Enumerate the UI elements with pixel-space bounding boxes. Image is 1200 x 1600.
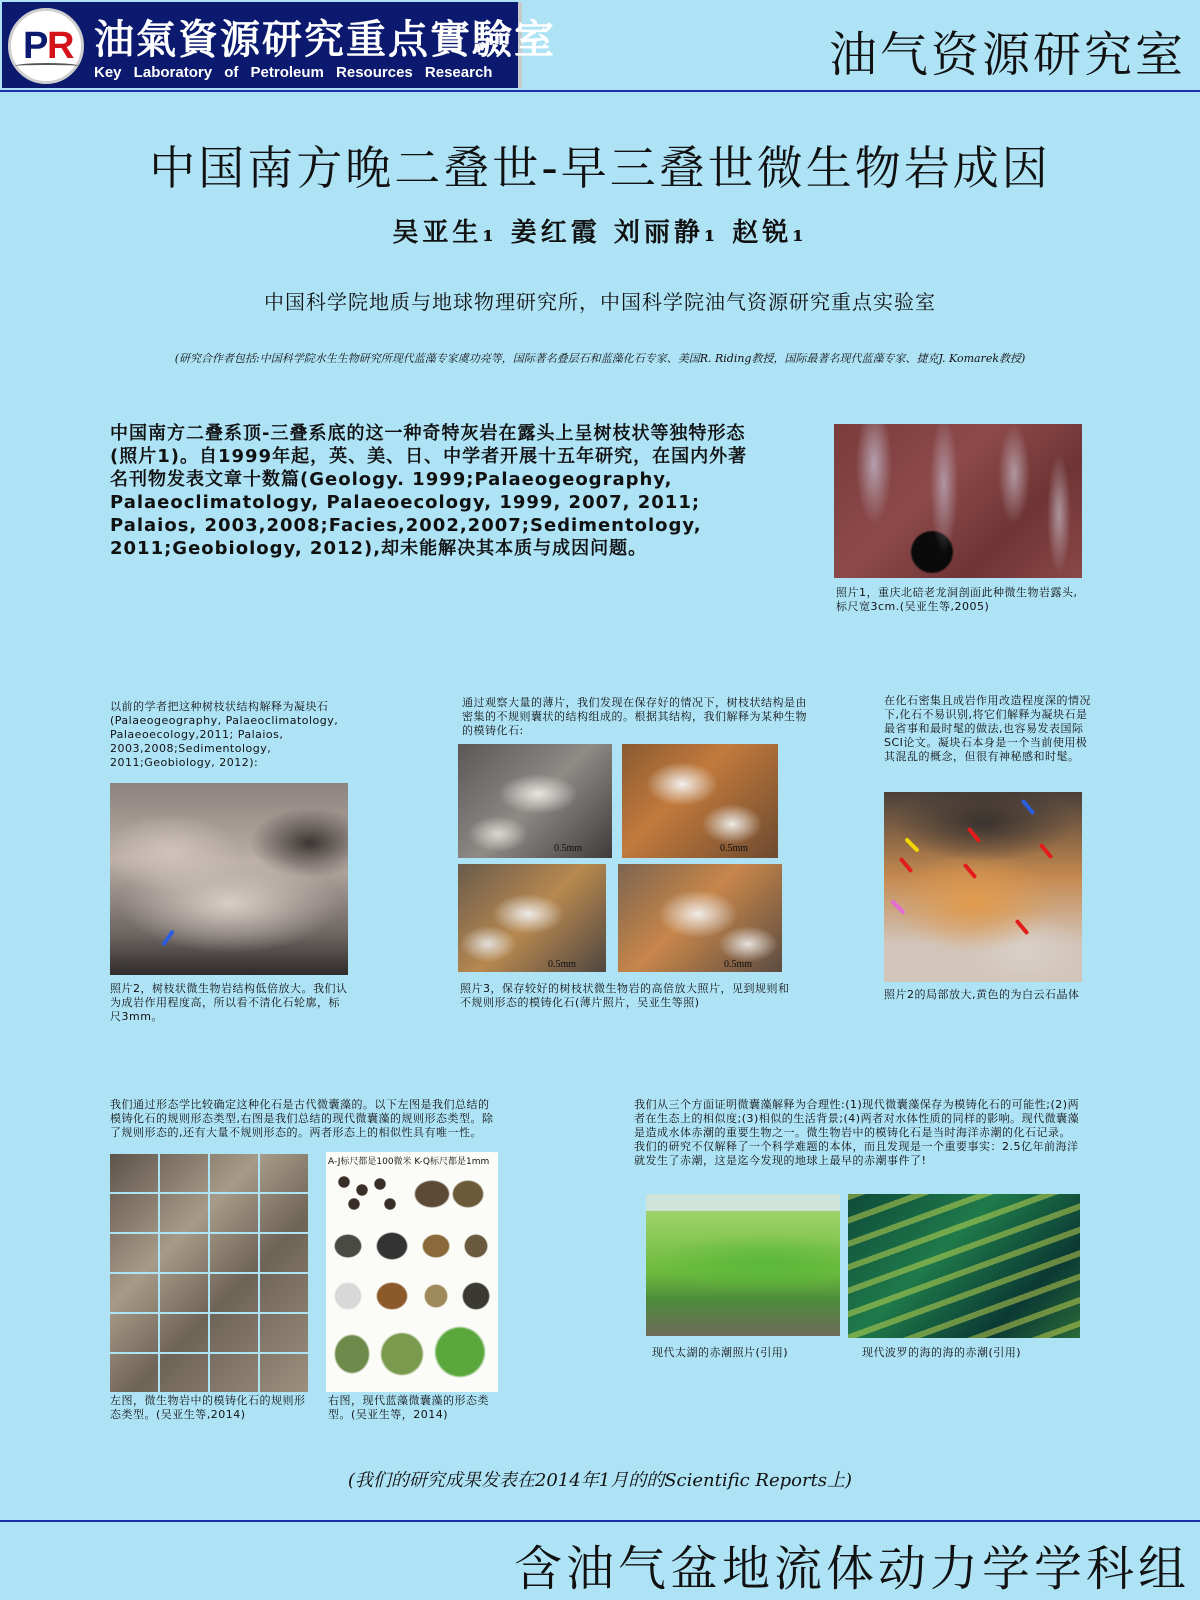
photo-1-caption: 照片1，重庆北碚老龙洞剖面此种微生物岩露头,标尺宽3cm.(吴亚生等,2005) [836, 586, 1078, 613]
microcystis-colony [332, 1170, 402, 1216]
photo-3c [458, 864, 606, 972]
microcystis-colony [332, 1324, 492, 1388]
microcystis-scale-note: A-J标尺都是100微米 K-Q标尺都是1mm [328, 1157, 490, 1167]
microcystis-colony [332, 1224, 492, 1268]
red-arrow-icon [899, 857, 914, 873]
photo-2-thin-section [110, 783, 348, 975]
publication-note: (我们的研究成果发表在2014年1月的的Scientific Reports上) [347, 1470, 853, 1491]
header [0, 0, 1200, 90]
logo-wave-icon [15, 63, 79, 69]
red-arrow-icon [967, 827, 982, 843]
microcystis-colony [332, 1274, 492, 1318]
red-arrow-icon [963, 863, 978, 879]
blue-arrow-icon [1021, 799, 1036, 815]
logo-initial-p: P [23, 25, 49, 67]
red-arrow-icon [1015, 919, 1030, 935]
baltic-caption: 现代波罗的海的海的赤潮(引用) [862, 1346, 1022, 1359]
section-2-text: 以前的学者把这种树枝状结构解释为凝块石(Palaeogeography, Palaeoclimatology, Palaeoecology,2011; Palaios, 2003,2008;Sedimentology, 2011;Geobiology, 2012): [110, 700, 339, 769]
logo-english-name: Key Laboratory of Petroleum Resources Research [94, 64, 493, 81]
intro-paragraph: 中国南方二叠系顶-三叠系底的这一种奇特灰岩在露头上呈树枝状等独特形态(照片1)。自1999年起，英、美、日、中学者开展十五年研究，在国内外著名刊物发表文章十数篇(Geology. 1999;Palaeogeography, Palaeoclimatology, Palaeoecology, 1999, 2007, 2011; Palaios, 2003,2008;Facies,2002,2007;Sedimentology, 2011;Geobiology, 2012),却未能解决其本质与成因问题。 [110, 423, 748, 559]
photo-3a [458, 744, 612, 858]
fossil-morphology-grid [110, 1152, 308, 1392]
logo-chinese-name: 油氣資源研究重点實驗室 [94, 16, 556, 63]
taihu-algal-bloom-photo [646, 1194, 840, 1336]
photo-3a-scale: 0.5mm [553, 843, 582, 854]
footer-rule [0, 1520, 1200, 1522]
pr-logo-icon [8, 8, 84, 84]
pink-arrow-icon [890, 899, 906, 915]
photo-2-caption: 照片2，树枝状微生物岩结构低倍放大。我们认为成岩作用程度高，所以看不清化石轮廓，标尺3mm。 [110, 982, 348, 1023]
header-right-title: 油气资源研究室 [828, 27, 1186, 83]
section-3-text: 通过观察大量的薄片，我们发现在保存好的情况下，树枝状结构是由密集的不规则囊状的结构组成的。根据其结构，我们解释为某种生物的模铸化石: [462, 696, 807, 737]
photo-3d-scale: 0.5mm [723, 959, 752, 970]
header-rule [0, 90, 1200, 92]
baltic-sea-algal-bloom-photo [848, 1194, 1080, 1338]
microcystis-morphology-grid [326, 1152, 498, 1392]
authors: 吴亚生₁ 姜红霞 刘丽静₁ 赵锐₁ [392, 218, 808, 248]
photo-1-outcrop [834, 424, 1082, 578]
photo-2-detail-caption: 照片2的局部放大,黄色的为白云石晶体 [884, 988, 1080, 1001]
section-6-text: 我们从三个方面证明微囊藻解释为合理性:(1)现代微囊藻保存为模铸化石的可能性;(2)两者在生态上的相似度;(3)相似的生活背景;(4)两者对水体性质的同样的影响。现代微囊藻是造成水体赤潮的重要生物之一。微生物岩中的模铸化石是当时海洋赤潮的化石记录。我们的研究不仅解释了一个科学难题的本体，而且发现是一个重要事实：2.5亿年前海洋就发生了赤潮，这是迄今发现的地球上最早的赤潮事件了! [634, 1098, 1080, 1167]
affiliation: 中国科学院地质与地球物理研究所，中国科学院油气资源研究重点实验室 [264, 290, 936, 314]
red-arrow-icon [1039, 843, 1054, 859]
section-5-left-caption: 左图，微生物岩中的模铸化石的规则形态类型。(吴亚生等,2014) [110, 1394, 306, 1421]
section-4-text: 在化石密集且成岩作用改造程度深的情况下,化石不易识别,将它们解释为凝块石是最省事和最时髦的做法,也容易发表国际SCI论文。凝块石本身是一个当前使用极其混乱的概念，但很有神秘感和时髦。 [884, 694, 1091, 763]
yellow-arrow-icon [904, 837, 920, 853]
photo-3b [622, 744, 778, 858]
photo-3c-scale: 0.5mm [547, 959, 576, 970]
photo-3d [618, 864, 782, 972]
microcystis-colony [412, 1172, 492, 1216]
section-5-right-caption: 右图，现代蓝藻微囊藻的形态类型。(吴亚生等，2014) [328, 1394, 489, 1421]
collaborators-note: (研究合作者包括:中国科学院水生生物研究所现代蓝藻专家虞功亮等，国际著名叠层石和蓝藻化石专家、美国R. Riding教授，国际最著名现代蓝藻专家、捷克J. Komarek教授) [174, 352, 1026, 365]
photo-3-caption: 照片3，保存较好的树枝状微生物岩的高倍放大照片，见到规则和不规则形态的模铸化石(薄片照片，吴亚生等照) [460, 982, 790, 1009]
photo-2-detail [884, 792, 1082, 982]
taihu-caption: 现代太湖的赤潮照片(引用) [652, 1346, 789, 1359]
logo-initial-r: R [47, 25, 75, 67]
section-5-text: 我们通过形态学比较确定这种化石是古代微囊藻的。以下左图是我们总结的模铸化石的规则形态类型,右图是我们总结的现代微囊藻的规则形态类型。除了规则形态的,还有大量不规则形态的。两者形态上的相似性具有唯一性。 [110, 1098, 494, 1139]
poster-title: 中国南方晚二叠世-早三叠世微生物岩成因 [149, 141, 1051, 195]
research-group-name: 含油气盆地流体动力学学科组 [513, 1541, 1190, 1597]
photo-3b-scale: 0.5mm [719, 843, 748, 854]
lab-logo [2, 2, 556, 88]
photo-2-blue-arrow-icon [161, 929, 175, 946]
